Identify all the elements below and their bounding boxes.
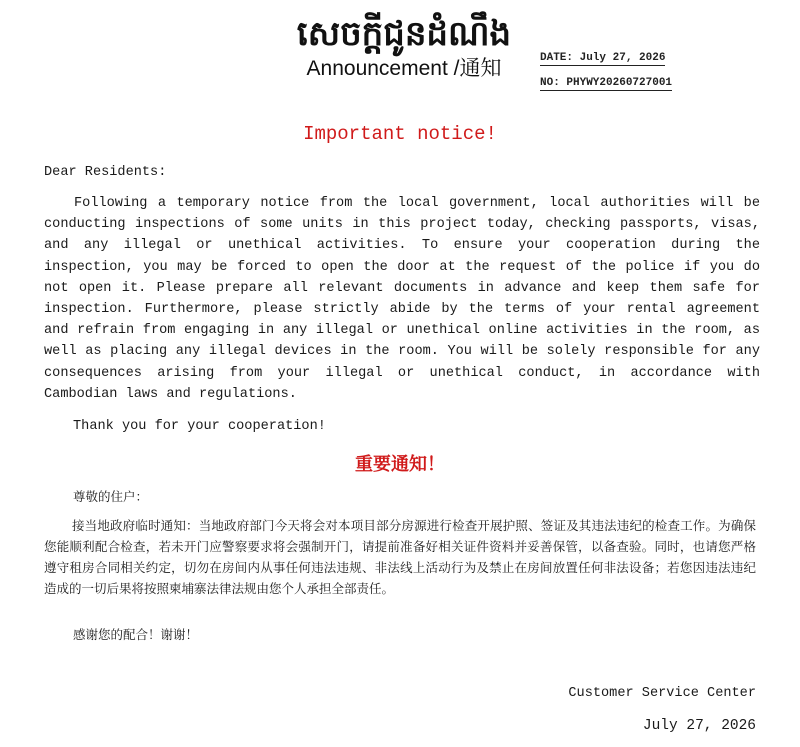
chinese-body: 接当地政府临时通知：当地政府部门今天将会对本项目部分房源进行检查开展护照、签证及其违法违纪的检查工作。为确保您能顺利配合检查，若未开门应警察要求将会强制开门，请提前准备好相关证件资料并妥善保管，以备查验。同时，也请您严格遵守租房合同相关约定，切勿在房间内从事任何违法违规、非法线上活动行为及禁止在房间放置任何非法设备；若您因违法违纪造成的一切后果将按照柬埔寨法律法规由您个人承担全部责任。 (44, 518, 756, 596)
announcement-subtitle: Announcement /通知 (306, 57, 502, 80)
announcement-header (284, 14, 524, 82)
english-thanks: Thank you for your cooperation! (73, 419, 326, 434)
english-salutation: Dear Residents: (44, 165, 167, 180)
chinese-thanks: 感谢您的配合！谢谢！ (73, 627, 199, 642)
english-body: Following a temporary notice from the local government, local authorities will be conducting inspections of some units in this project today, checking passports, visas, and any illegal or unethical activities. To ensure your cooperation during the inspection, you may be forced to open the door at the request of the police if you do not open it. Please prepare all relevant documents in advance and keep them safe for inspection. Furthermore, please strictly abide by the terms of your rental agreement and refrain from engaging in any illegal or unethical online activities in the room, as well as placing any illegal devices in the room. You will be solely responsible for any consequences arising from your illegal or unethical conduct, in accordance with Cambodian laws and regulations. (44, 196, 760, 402)
chinese-salutation: 尊敬的住户： (73, 489, 149, 504)
chinese-title: 重要通知！ (355, 454, 445, 475)
khmer-title: សេចក្តីជូនដំណឹង (296, 14, 512, 54)
notice-number: NO: PHYWY20260727001 (540, 77, 673, 89)
english-title: Important notice! (303, 123, 497, 145)
signoff-date: July 27, 2026 (642, 718, 756, 734)
signoff-department: Customer Service Center (568, 686, 756, 701)
notice-date: DATE: July 27, 2026 (540, 52, 666, 64)
